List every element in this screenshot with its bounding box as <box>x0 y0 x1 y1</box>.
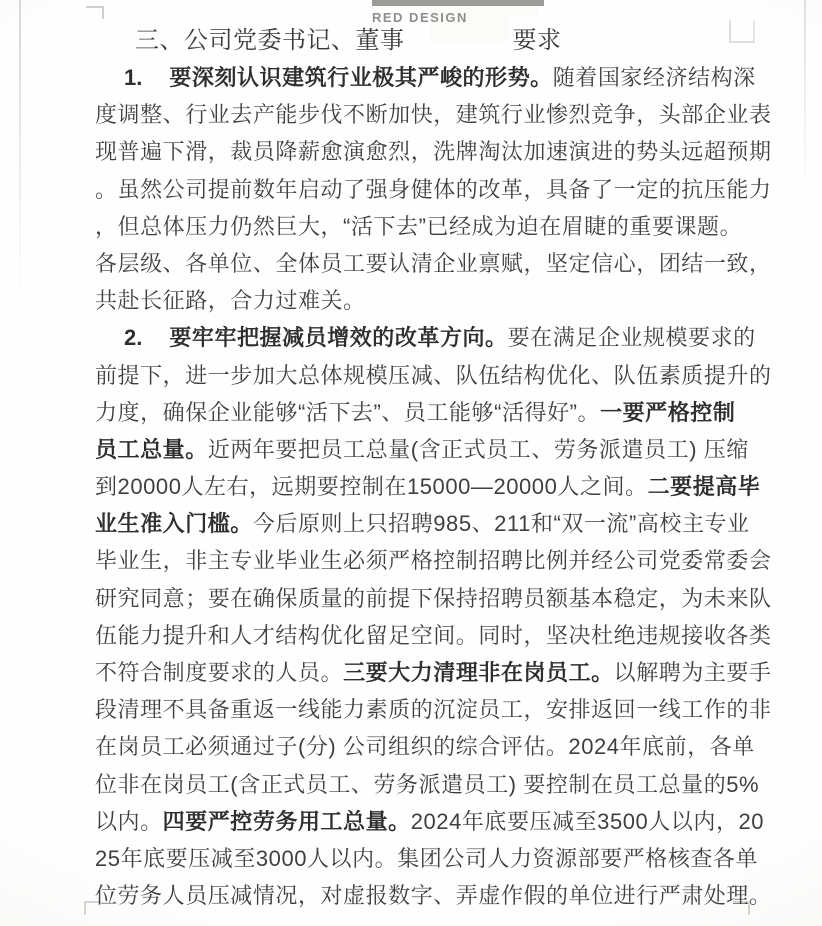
doc-line <box>95 468 775 505</box>
doc-line <box>95 133 775 170</box>
doc-line <box>95 766 775 803</box>
text-run: 要牢牢把握减员增效的改革方向。 <box>169 325 508 351</box>
text-run: 。虽然公司提前数年启动了强身健体的改革，具备了一定的抗压能力 <box>95 176 772 202</box>
text-run: 位非在岗员工(含正式员工、劳务派遣员工) 要控制在员工总量的5% <box>95 771 760 797</box>
text-run: 段清理不具备重返一线能力素质的沉淀员工，安排返回一线工作的非 <box>95 697 772 723</box>
text-run: 以内。 <box>95 808 163 834</box>
text-run: 力度，确保企业能够“活下去”、员工能够“活得好”。 <box>95 399 601 425</box>
text-run: 四要严控劳务用工总量。 <box>162 808 411 834</box>
section-heading-suffix: 要求 <box>512 27 562 54</box>
text-run: 毕业生，非主专业毕业生必须严格控制招聘比例并经公司党委常委会 <box>95 548 772 574</box>
text-run: 到20000人左右，远期要控制在15000—20000人之间。 <box>95 474 648 500</box>
text-run: 现普遍下滑，裁员降薪愈演愈烈，洗牌淘汰加速演进的势头远超预期 <box>95 139 772 165</box>
doc-line <box>95 803 775 840</box>
doc-line <box>95 282 775 319</box>
text-run: ，但总体压力仍然巨大，“活下去”已经成为迫在眉睫的重要课题。 <box>95 213 743 239</box>
list-number: 1. <box>124 65 143 90</box>
doc-line <box>95 505 775 542</box>
text-run: 近两年要把员工总量(含正式员工、劳务派遣员工) 压缩 <box>207 436 749 462</box>
document-body <box>95 59 775 914</box>
text-run: 位劳务人员压减情况，对虚报数字、弄虚作假的单位进行严肃处理。 <box>95 883 772 909</box>
doc-line <box>95 840 775 877</box>
doc-line <box>95 728 775 765</box>
doc-line <box>95 96 775 133</box>
doc-line <box>95 59 775 96</box>
doc-line <box>95 319 775 356</box>
doc-line <box>95 245 775 282</box>
doc-line <box>95 877 775 914</box>
list-number: 2. <box>124 325 143 351</box>
text-run: 员工总量。 <box>95 436 208 462</box>
doc-line <box>95 542 775 579</box>
watermark-bar-icon <box>372 0 544 6</box>
text-run: 不符合制度要求的人员。 <box>95 660 344 685</box>
text-run: 共赴长征路，合力过难关。 <box>95 288 366 314</box>
text-run: 三要大力清理非在岗员工。 <box>343 660 614 685</box>
watermark-logo <box>372 0 548 25</box>
text-run: 研究同意；要在确保质量的前提下保持招聘员额基本稳定，为未来队 <box>95 585 772 611</box>
page-edge-line-left <box>19 0 21 300</box>
text-run: 伍能力提升和人才结构优化留足空间。同时，坚决杜绝违规接收各类 <box>95 622 772 648</box>
text-run: 业生准入门槛。 <box>95 511 253 537</box>
doc-line <box>95 431 775 468</box>
text-run: 在岗员工必须通过子(分) 公司组织的综合评估。2024年底前，各单 <box>95 734 755 760</box>
text-run: 度调整、行业去产能步伐不断加快，建筑行业惨烈竞争，头部企业表 <box>95 102 772 128</box>
doc-line <box>95 171 775 208</box>
text-run: 2024年底要压减至3500人以内，20 <box>410 808 765 834</box>
doc-line <box>95 357 775 394</box>
text-run: 前提下，进一步加大总体规模压减、队伍结构优化、队伍素质提升的 <box>95 362 772 388</box>
frame-corner-top-left <box>86 6 104 19</box>
doc-line <box>95 691 775 728</box>
doc-line <box>95 394 775 431</box>
text-run: 二要提高毕 <box>647 474 761 500</box>
frame-corner-top-right <box>729 19 755 43</box>
text-run: 25年底要压减至3000人以内。集团公司人力资源部要严格核查各单 <box>95 845 759 871</box>
watermark-brand-text: RED DESIGN <box>372 10 468 25</box>
doc-line <box>95 654 775 691</box>
page-edge-line-right <box>804 0 806 200</box>
text-run: 各层级、各单位、全体员工要认清企业禀赋，坚定信心，团结一致， <box>95 250 772 276</box>
text-run: 以解聘为主要手 <box>613 660 772 685</box>
text-run: 一要严格控制 <box>600 399 736 425</box>
text-run: 要在满足企业规模要求的 <box>507 325 756 351</box>
text-run: 随着国家经济结构深 <box>552 65 756 90</box>
text-run: 今后原则上只招聘985、211和“双一流”高校主专业 <box>252 511 750 537</box>
text-run: 要深刻认识建筑行业极其严峻的形势。 <box>169 65 553 90</box>
doc-line <box>95 208 775 245</box>
section-heading-prefix: 三、公司党委书记、董事 <box>135 27 405 54</box>
doc-line <box>95 617 775 654</box>
doc-line <box>95 580 775 617</box>
